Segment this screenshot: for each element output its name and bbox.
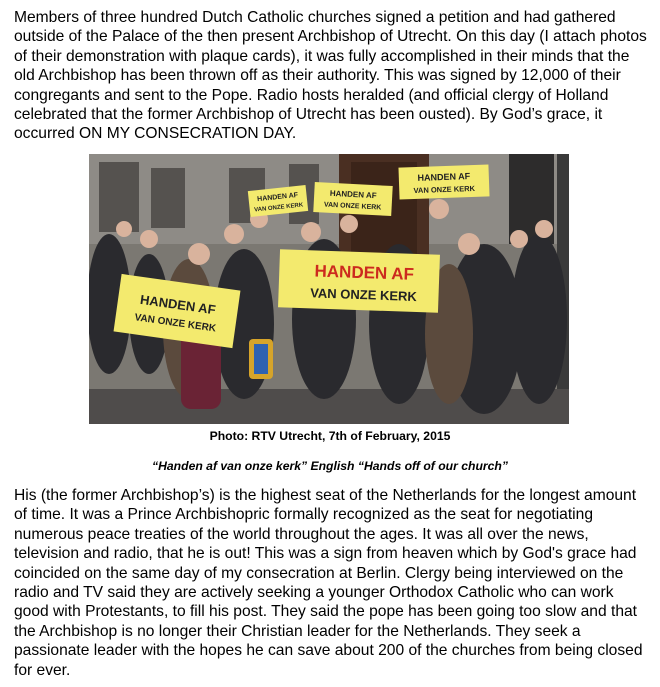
sign-top-middle-line-1: HANDEN AF bbox=[329, 188, 377, 201]
sign-top-right-line-1: HANDEN AF bbox=[417, 171, 471, 183]
sign-center-line-2: VAN ONZE KERK bbox=[309, 285, 418, 305]
demonstration-photo bbox=[89, 154, 569, 424]
sign-left-line-2: VAN ONZE KERK bbox=[133, 312, 217, 335]
intro-paragraph: Members of three hundred Dutch Catholic churches signed a petition and had gathered outside of the Palace of the then present Archbishop of Utrecht. On this day (I attach photos of their demonstration with plaque cards), it was fully accomplished in their minds that the old Archbishop has been thrown off as their authority. This was signed by 12,000 of their congregants and sent to the Pope. Radio hosts heralded (and official clergy of Holland celebrated that the former Archbishop of Utrecht has been ousted). By God’s grace, it occurred ON MY CONSECRATION DAY. bbox=[14, 9, 647, 143]
sign-top-left-line-2: VAN ONZE KERK bbox=[253, 202, 304, 214]
sign-left-line-1: HANDEN AF bbox=[139, 291, 217, 318]
photo-credit: Photo: RTV Utrecht, 7th of February, 2015 bbox=[209, 429, 451, 443]
closing-paragraph: His (the former Archbishop’s) is the highest seat of the Netherlands for the longest amount of time. It was a Prince Archbishopric formally recognized as the seat for negotiating numerous peace treaties of the world throughout the ages. It was all over the news, television and radio, that he is out! This was a sign from heaven which by God's grace had coincided on the same day of my consecration at Berlin. Clergy being interviewed on the radio and TV said they are actively seeking a younger Orthodox Catholic who can work good with Protestants, to fill his post. They said the pope has been going too slow and that the Archbishop is no longer their Christian leader for the Netherlands. They seek a passionate leader with the hopes he can save about 200 of the churches from being closed for ever. bbox=[14, 487, 643, 679]
sign-top-left-line-1: HANDEN AF bbox=[256, 191, 299, 204]
sign-top-middle-line-2: VAN ONZE KERK bbox=[323, 201, 382, 212]
sign-top-right-line-2: VAN ONZE KERK bbox=[413, 183, 476, 196]
translation-caption: “Handen af van onze kerk” English “Hands off of our church” bbox=[152, 459, 508, 473]
sign-center-line-1: HANDEN AF bbox=[314, 261, 415, 284]
